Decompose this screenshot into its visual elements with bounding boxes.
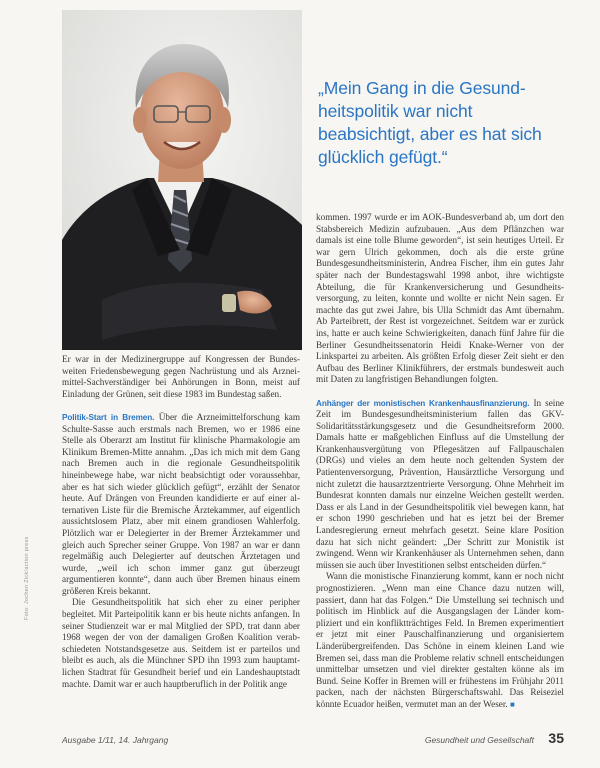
article-column-right bbox=[316, 212, 564, 711]
portrait-illustration bbox=[62, 10, 302, 350]
paragraph-final bbox=[316, 571, 564, 710]
section-name: Gesundheit und Gesellschaft bbox=[424, 735, 534, 745]
paragraph-text: In seine Zeit im Bundesgesundheitsministerium fallen das GKV-Solidaritätsstärkungsgesetz und die Gesundheitsreform 2000. Damals hatte er maßgeblichen Einfluss auf die Umstellung der Krankenhausvergütung von Pflegesätzen auf Fallpauschalen (DRGs) und vieles an dem heute noch geltenden System der Patientenversorgung, Prävention, Hausärztliche Versorgung und nicht zuletzt die hausarztzentrierte Versorgung. Ohne Mehrheit im Bundesrat konnten damals nur einzelne Weichen gestellt werden. Dass er als Land in der Gesundheitspolitik viel bewegen kann, hat er schon 1990 geschrieben und hat es jetzt bei der Bremer Landesregierung erneut mehrfach gesetzt. Seine klare Position dazu hat sich nicht geändert: „Der Schritt zur Monistik ist zwingend. Wenn wir Krankenhäuser als Unternehmen sehen, dann müssen sie auch über Investitionen selbst entscheiden dürfen.“ bbox=[316, 397, 564, 570]
paragraph-text: Wann die monistische Finanzierung kommt, kann er noch nicht prognostizieren. „Wenn man eine Chance dazu nutzen will, passiert, dann hat das Folgen.“ Die Umstellung sei technisch und politisch im Hinblick auf die Ausgangslagen der Länder kompliziert und ein konfliktträchtiges Feld. In Bremen experimentiert er jetzt mit einer Pauschalfinanzierung und organisiertem Länderübergreifenden. Das Schöne in einem kleinen Land wie Bremen sei, dass man die Probleme relativ schnell entscheidungen unmittelbar umsetzen und viel direkter gestalten könne als im Bund. Seine Koffer in Bremen will er frühestens im Frühjahr 2011 packen, nach der nächsten Bürgerschaftswahl. Das Reiseziel könnte Ecuador heißen, vermutet man an der Weser. bbox=[316, 571, 564, 709]
magazine-issue: Ausgabe 1/11, 14. Jahrgang bbox=[62, 735, 169, 745]
pull-quote: „Mein Gang in die Gesundheitspolitik war nicht beabsichtigt, aber es hat sich glücklich gefügt.“ bbox=[318, 78, 542, 167]
paragraph-continued: kommen. 1997 wurde er im AOK-Bundesverband ab, um dort den Stabsbereich Medizin aufzubauen. „Aus dem Pflänzchen war damals ist eine tolle Blume geworden“, ist sein heutiges Urteil. Er war gern Ulrich gekommen, doch als die erste grüne Bundesgesundheitsministerin, Andrea Fischer, ihm ein gutes Jahr später nach der Bundestagswahl 1998 anbot, ihre wichtigste Abteilung, die für Krankenversicherung und Gesundheitsversorgung, zu leiten, konnte und wollte er nicht Nein sagen. Er machte das gut zwei Jahre, bis Ulla Schmidt das Amt übernahm. Ab Parteibrett, der Rest ist vorgezeichnet. Seitdem war er zurück ins, hatte er auch keine Schwierigkeiten, danach fünf Jahre für die Berliner Gesundheitssenatorin Heidi Knake-Werner von der Linkspartei zu arbeiten. Als größten Erfolg dieser Zeit sieht er den Aufbau des Berliner Klinikführers, der erstmals bundesweit auch mit Daten zu langfristigen Behandlungen folgten. bbox=[316, 212, 564, 385]
photo-credit: Foto: Jochen Zick/action press bbox=[24, 536, 30, 620]
article-column-left bbox=[62, 354, 300, 690]
paragraph-monistik bbox=[316, 398, 564, 572]
end-mark: ■ bbox=[510, 699, 515, 709]
page-number: 35 bbox=[548, 730, 564, 746]
subhead-monistik: Anhänger der monistischen Krankenhausfinanzierung. bbox=[316, 398, 530, 408]
portrait-photo bbox=[62, 10, 302, 350]
paragraph-politik-start bbox=[62, 412, 300, 598]
paragraph-text: Über die Arzneimittelforschung kam Schulte-Sasse auch erstmals nach Bremen, wo er 1986 eine Stelle als Oberarzt am Institut für klinische Pharmakologie am Klinikum Bremen-Mitte annahm. „Das ich mich mit dem Gang nach Bremen auch in die regionale Gesundheitspolitik hineinbewege habe, war nicht beabsichtigt oder voraussehbar, aber es hat sich wieder glücklich gefügt“, erzählt der Senator heute. Auf Drängen von Freunden kandidierte er auf einer alternativen Liste für die Bremische Ärztekammer, auf eigentlich aussichtslosem Platz, aber mit einem grandiosen Wahlerfolg. Plötzlich war er Delegierter in der Bremer Ärztekammer und gleich auch Sprecher seiner Gruppe. Von 1987 an war er dann regelmäßig auch Delegierter auf deutschen Ärztetagen und wurde, „weil ich schon immer ganz gut überzeugt argumentieren konnte“, dann auch über Bremen hinaus einem größeren Kreis bekannt. bbox=[62, 411, 301, 596]
paragraph-intro: Er war in der Medizinergruppe auf Kongressen der Bundesweiten Friedensbewegung gegen Nachrüstung und als Arzneimittel-Sachverständiger bei Anhörungen in Bonn, meist auf Einladung der Grünen, seit diese 1983 im Bundestag saßen. bbox=[62, 354, 300, 399]
subhead-politik-start: Politik-Start in Bremen. bbox=[62, 412, 155, 422]
paragraph: Die Gesundheitspolitik hat sich eher zu einer peripher begleitet. Mit Parteipolitik kann er bis heute nichts anfangen. In seiner Studienzeit war er mal Mitglied der SPD, trat dann aber 1968 wegen der von der damaligen Großen Koalition verabschiedeten Notstandsgesetze aus. Seitdem ist er parteilos und bleibt es auch, als die Münchner SPD ihn 1993 zum hauptamtlichen Stadtrat für Gesundheit berief und ein Landeshauptstadt machte. Damit war er auch hauptberuflich in der Politik ange bbox=[62, 597, 300, 689]
